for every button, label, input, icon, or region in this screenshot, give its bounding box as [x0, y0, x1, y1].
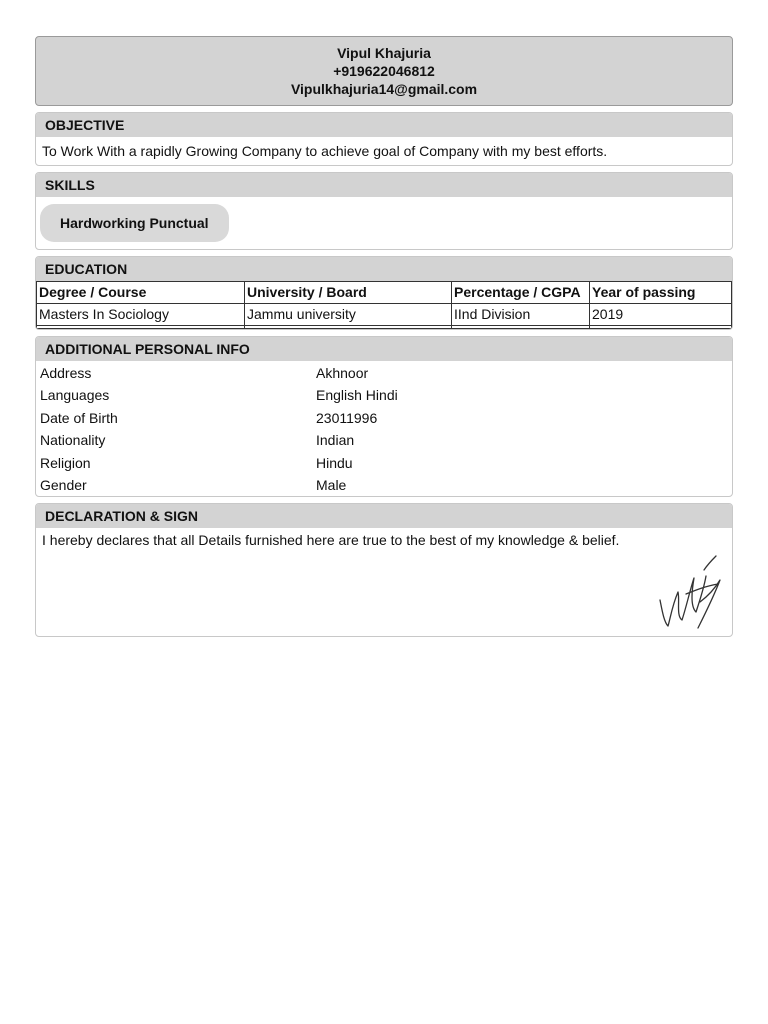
objective-title: OBJECTIVE [36, 113, 732, 137]
education-table-header [37, 282, 732, 304]
education-table [36, 281, 732, 329]
cell-percentage: IInd Division [452, 304, 590, 326]
signature-image [656, 550, 722, 630]
declaration-section [35, 503, 733, 637]
cell-degree: Masters In Sociology [37, 304, 245, 326]
info-value-dob: 23011996 [316, 409, 378, 426]
skills-section [35, 172, 733, 250]
info-label-nationality: Nationality [40, 432, 106, 449]
cell-year: 2019 [590, 304, 732, 326]
candidate-name: Vipul Khajuria [337, 45, 431, 61]
personal-info-title: ADDITIONAL PERSONAL INFO [36, 337, 732, 361]
list-item [36, 474, 732, 496]
declaration-text: I hereby declares that all Details furnished here are true to the best of my knowledge & belief. [42, 532, 620, 549]
column-header-degree: Degree / Course [37, 282, 245, 304]
skill-badge: Hardworking Punctual [40, 204, 229, 242]
info-value-nationality: Indian [316, 432, 355, 449]
list-item [36, 452, 732, 474]
info-label-religion: Religion [40, 454, 91, 471]
column-header-university: University / Board [245, 282, 452, 304]
table-spacer-row [37, 326, 732, 329]
personal-info-section [35, 336, 733, 497]
table-row [37, 304, 732, 326]
column-header-year: Year of passing [590, 282, 732, 304]
education-title: EDUCATION [36, 257, 732, 281]
info-label-languages: Languages [40, 387, 110, 404]
skills-list [36, 197, 732, 249]
resume-page [35, 36, 733, 637]
candidate-email: Vipulkhajuria14@gmail.com [290, 81, 478, 97]
column-header-percentage: Percentage / CGPA [452, 282, 590, 304]
info-label-dob: Date of Birth [40, 409, 118, 426]
objective-section [35, 112, 733, 166]
list-item [36, 384, 732, 406]
list-item [36, 407, 732, 429]
info-label-gender: Gender [40, 476, 87, 493]
info-label-address: Address [40, 365, 92, 381]
list-item [36, 362, 732, 384]
info-value-languages: English Hindi [316, 387, 398, 404]
list-item [36, 429, 732, 451]
declaration-body [36, 528, 732, 636]
objective-text: To Work With a rapidly Growing Company to achieve goal of Company with my best efforts. [42, 143, 608, 159]
info-value-gender: Male [316, 476, 347, 493]
candidate-phone: +919622046812 [333, 63, 435, 79]
personal-info-list [36, 361, 732, 496]
skills-title: SKILLS [36, 173, 732, 197]
declaration-title: DECLARATION & SIGN [36, 504, 732, 528]
cell-university: Jammu university [245, 304, 452, 326]
education-section [35, 256, 733, 330]
contact-header [35, 36, 733, 106]
info-value-religion: Hindu [316, 454, 353, 471]
info-value-address: Akhnoor [316, 365, 369, 381]
